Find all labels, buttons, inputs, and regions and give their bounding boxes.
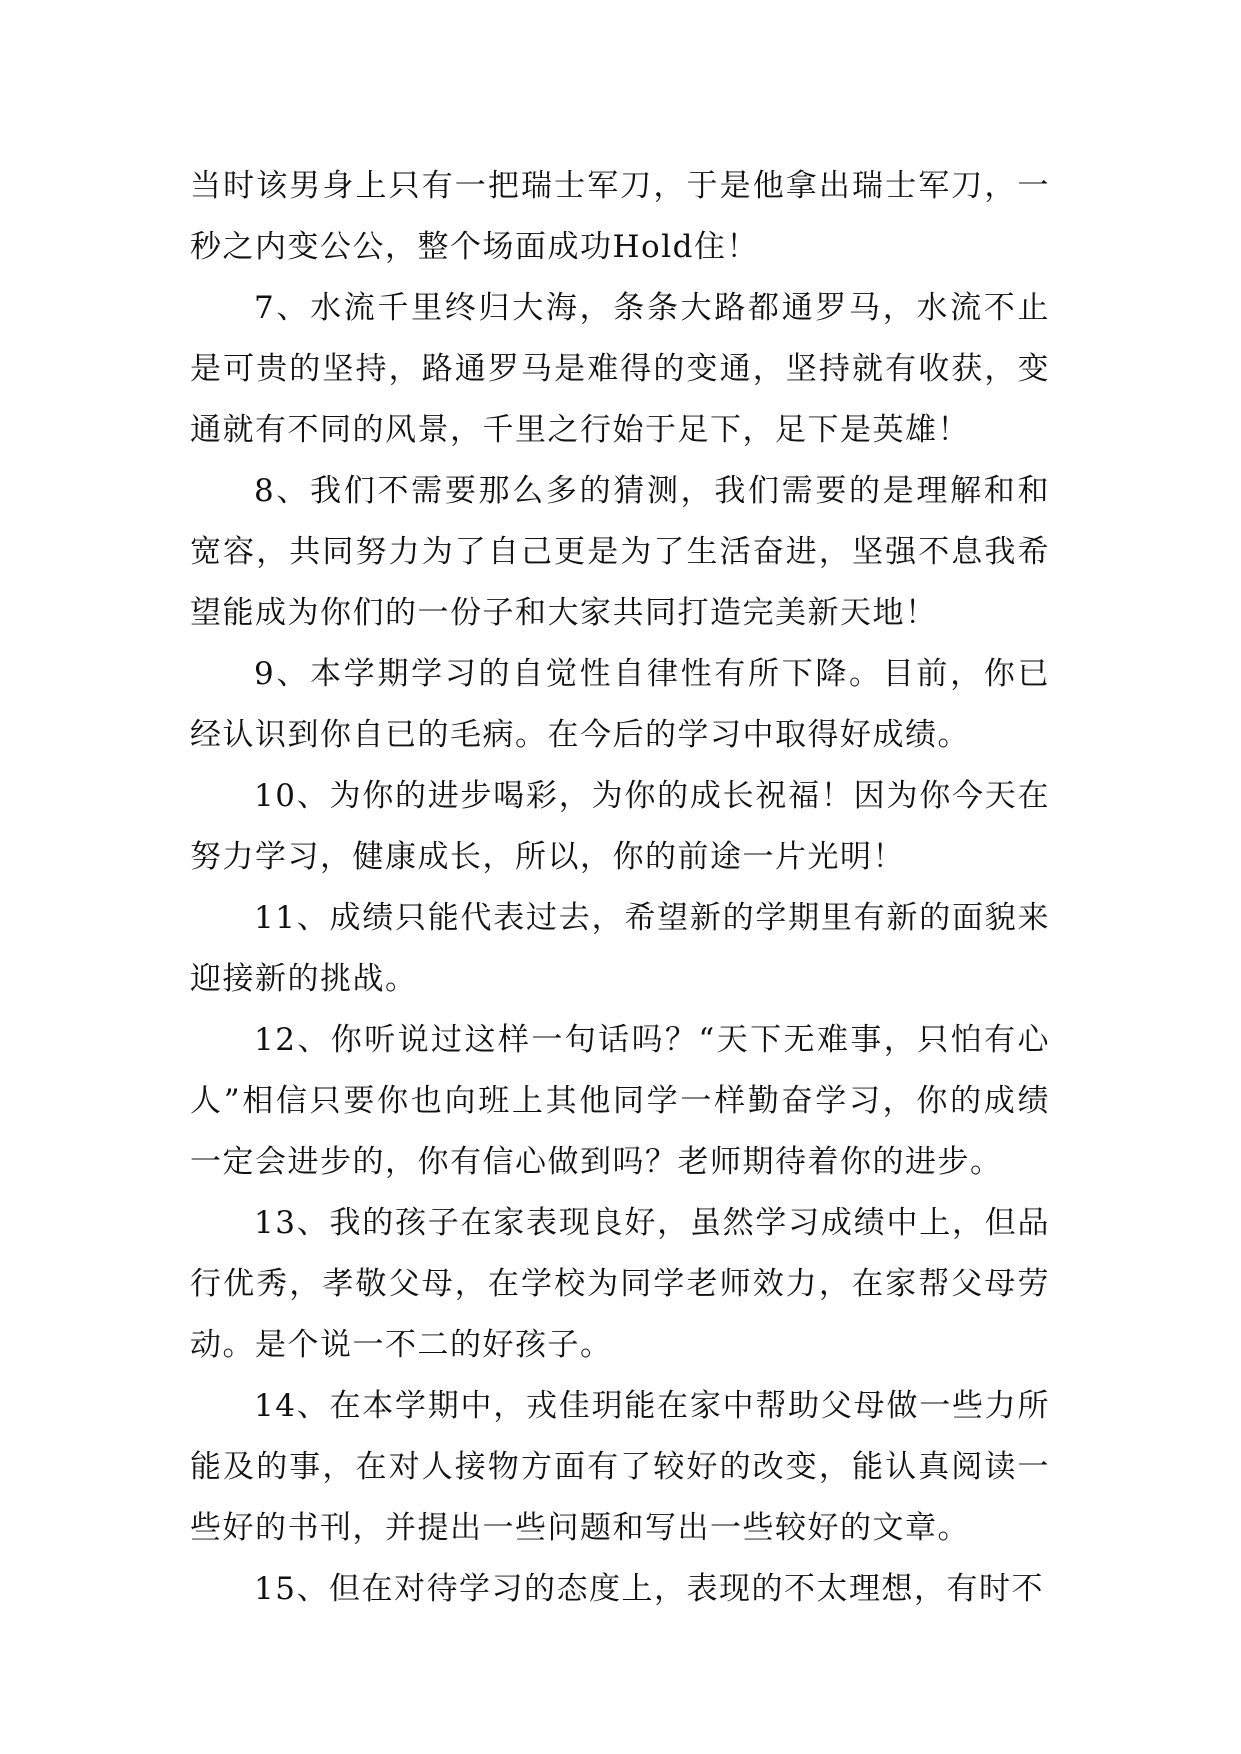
paragraph-item-15: 15、但在对待学习的态度上，表现的不太理想，有时不 [254,1571,1044,1607]
document-body [190,156,1050,1620]
paragraph-item-8: 8、我们不需要那么多的猜测，我们需要的是理解和和宽容，共同努力为了自己更是为了生活奋进，坚强不息我希望能成为你们的一份子和大家共同打造完美新天地！ [190,473,1050,631]
paragraph-item-12: 12、你听说过这样一句话吗？“天下无难事，只怕有心人”相信只要你也向班上其他同学一样勤奋学习，你的成绩一定会进步的，你有信心做到吗？老师期待着你的进步。 [190,1022,1050,1180]
paragraph-item-14: 14、在本学期中，戎佳玥能在家中帮助父母做一些力所能及的事，在对人接物方面有了较好的改变，能认真阅读一些好的书刊，并提出一些问题和写出一些较好的文章。 [190,1388,1050,1546]
paragraph-item-7: 7、水流千里终归大海，条条大路都通罗马，水流不止是可贵的坚持，路通罗马是难得的变通，坚持就有收获，变通就有不同的风景，千里之行始于足下，足下是英雄！ [190,290,1050,448]
paragraph-item-9: 9、本学期学习的自觉性自律性有所下降。目前，你已经认识到你自已的毛病。在今后的学习中取得好成绩。 [190,656,1050,753]
paragraph-continuation: 当时该男身上只有一把瑞士军刀，于是他拿出瑞士军刀，一秒之内变公公，整个场面成功Hold住！ [190,168,1050,265]
paragraph-item-10: 10、为你的进步喝彩，为你的成长祝福！因为你今天在努力学习，健康成长，所以，你的前途一片光明！ [190,778,1050,875]
paragraph-item-11: 11、成绩只能代表过去，希望新的学期里有新的面貌来迎接新的挑战。 [190,900,1050,997]
paragraph-item-13: 13、我的孩子在家表现良好，虽然学习成绩中上，但品行优秀，孝敬父母，在学校为同学老师效力，在家帮父母劳动。是个说一不二的好孩子。 [190,1205,1050,1363]
